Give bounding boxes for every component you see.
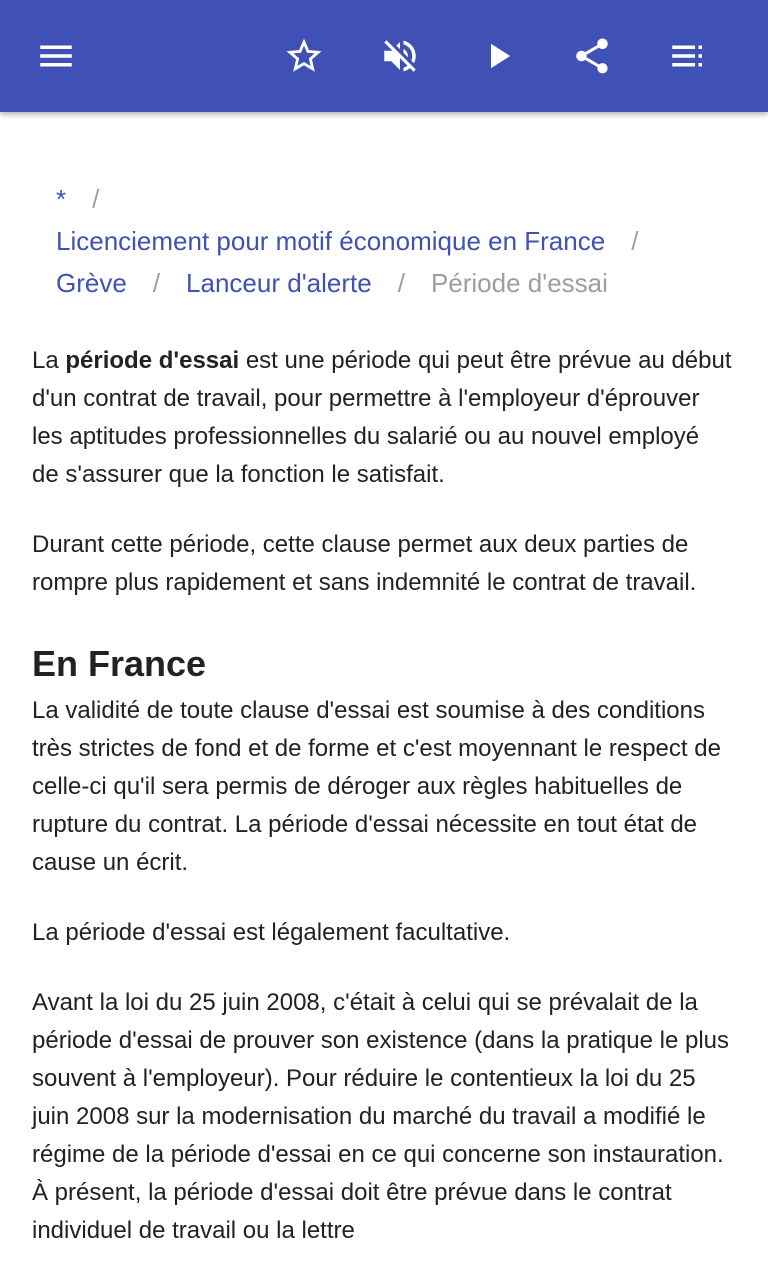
breadcrumb-separator: /: [152, 268, 161, 298]
bookmark-button[interactable]: [276, 28, 332, 84]
section-heading: En France: [32, 643, 207, 684]
intro-bold-term: période d'essai: [65, 347, 240, 374]
breadcrumb-separator: /: [92, 184, 100, 214]
article-content: [32, 112, 732, 1250]
paragraph: La période d'essai est légalement facultative.: [32, 919, 511, 946]
breadcrumb-link[interactable]: *: [56, 184, 67, 214]
breadcrumb-link[interactable]: Lanceur d'alerte: [186, 268, 372, 298]
breadcrumb-separator: /: [397, 268, 405, 298]
breadcrumb-separator: /: [631, 226, 639, 256]
breadcrumb: [56, 178, 732, 304]
play-button[interactable]: [470, 28, 526, 84]
mute-button[interactable]: [372, 28, 428, 84]
intro-text-end: est une période qui peut être prévue au début d'un contrat de travail, pour permettre à l'employeur d'éprouver les aptitudes professionnelles du salarié ou au nouvel employé de s'assurer que la fonction le satisfait.: [32, 347, 732, 488]
volume-off-icon: [379, 35, 421, 77]
playlist-icon: [667, 35, 709, 77]
star-outline-icon: [283, 35, 325, 77]
play-icon: [477, 35, 519, 77]
share-icon: [571, 35, 613, 77]
breadcrumb-link[interactable]: Licenciement pour motif économique en France: [56, 226, 606, 256]
menu-button[interactable]: [28, 28, 84, 84]
paragraph: Durant cette période, cette clause permet aux deux parties de rompre plus rapidement et sans indemnité le contrat de travail.: [32, 531, 697, 596]
app-toolbar: [0, 0, 768, 112]
menu-icon: [35, 35, 77, 77]
breadcrumb-current: Période d'essai: [430, 268, 608, 298]
intro-paragraph: [32, 342, 732, 494]
toc-button[interactable]: [660, 28, 716, 84]
paragraph: Avant la loi du 25 juin 2008, c'était à celui qui se prévalait de la période d'essai de prouver son existence (dans la pratique le plus souvent à l'employeur). Pour réduire le contentieux la loi du 25 juin 2008 sur la modernisation du marché du travail a modifié le régime de la période d'essai en ce qui concerne son instauration. À présent, la période d'essai doit être prévue dans le contrat individuel de travail ou la lettre: [32, 989, 730, 1244]
paragraph: La validité de toute clause d'essai est soumise à des conditions très strictes de fond et de forme et c'est moyennant le respect de celle-ci qu'il sera permis de déroger aux règles habituelles de rupture du contrat. La période d'essai nécessite en tout état de cause un écrit.: [32, 697, 721, 876]
intro-text-start: La: [32, 347, 66, 374]
breadcrumb-link[interactable]: Grève: [56, 268, 127, 298]
share-button[interactable]: [564, 28, 620, 84]
